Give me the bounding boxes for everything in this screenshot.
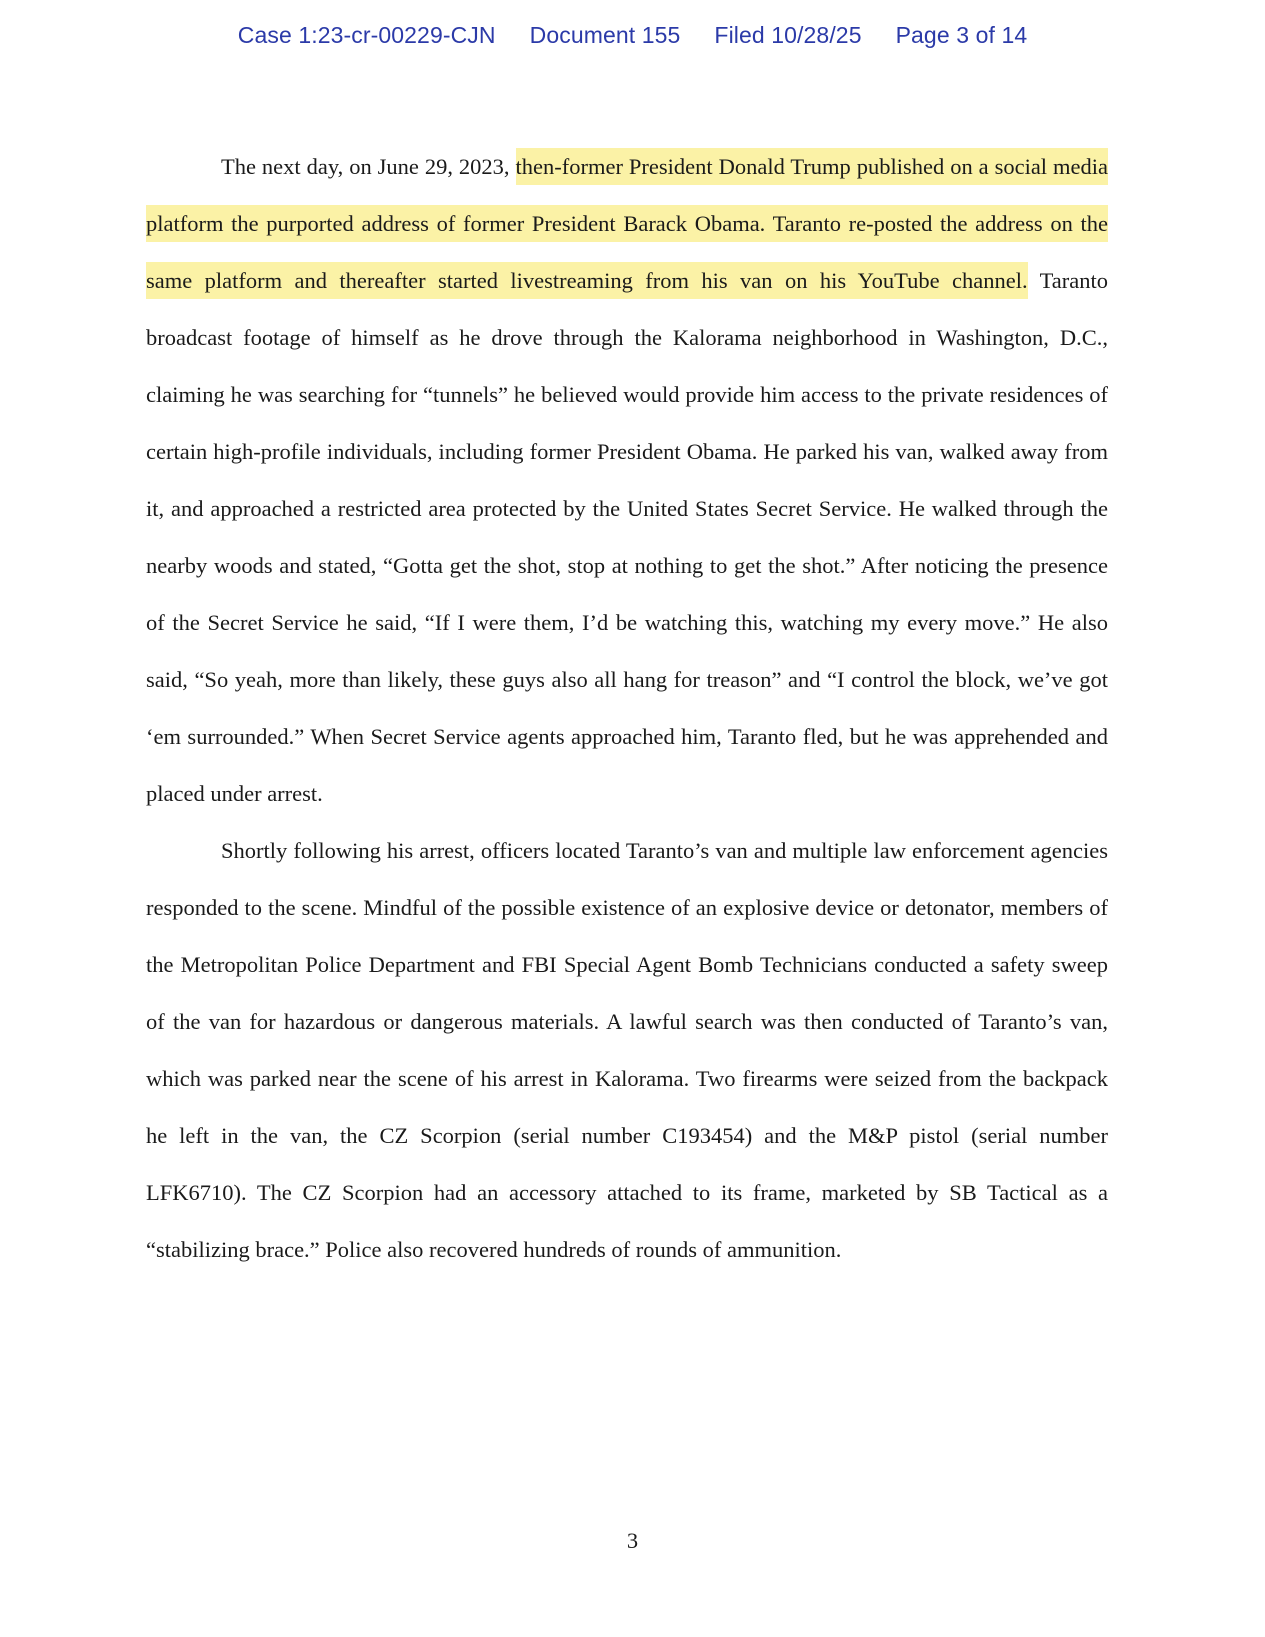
case-number: Case 1:23-cr-00229-CJN — [237, 22, 496, 48]
document-body — [146, 138, 1108, 1278]
document-number: Document 155 — [529, 22, 681, 48]
paragraph-1-lead: The next day, on June 29, 2023, — [221, 154, 516, 179]
paragraph-2: Shortly following his arrest, officers located Taranto’s van and multiple law enforcement agencies responded to the scene. Mindful of the possible existence of an explosive device or detonator, members of the Metropolitan Police Department and FBI Special Agent Bomb Technicians conducted a safety sweep of the van for hazardous or dangerous materials. A lawful search was then conducted of Taranto’s van, which was parked near the scene of his arrest in Kalorama. Two firearms were seized from the backpack he left in the van, the CZ Scorpion (serial number C193454) and the M&P pistol (serial number LFK6710). The CZ Scorpion had an accessory attached to its frame, marketed by SB Tactical as a “stabilizing brace.” Police also recovered hundreds of rounds of ammunition. — [146, 838, 1108, 1262]
paragraph-1-rest: Taranto broadcast footage of himself as he drove through the Kalorama neighborhood in Washington, D.C., claiming he was searching for “tunnels” he believed would provide him access to the private residences of certain high-profile individuals, including former President Obama. He parked his van, walked away from it, and approached a restricted area protected by the United States Secret Service. He walked through the nearby woods and stated, “Gotta get the shot, stop at nothing to get the shot.” After noticing the presence of the Secret Service he said, “If I were them, I’d be watching this, watching my every move.” He also said, “So yeah, more than likely, these guys also all hang for treason” and “I control the block, we’ve got ‘em surrounded.” When Secret Service agents approached him, Taranto fled, but he was apprehended and placed under arrest. — [146, 268, 1108, 806]
paragraph-1 — [146, 138, 1108, 822]
highlighted-passage: then-former President Donald Trump published on a social media platform the purported address of former President Barack Obama. Taranto re-posted the address on the same platform and thereafter started livestreaming from his van on his YouTube channel. — [146, 148, 1108, 299]
page-indicator: Page 3 of 14 — [895, 22, 1028, 48]
filed-date: Filed 10/28/25 — [714, 22, 862, 48]
page-number: 3 — [626, 1528, 639, 1553]
ecf-filing-header — [0, 22, 1265, 49]
